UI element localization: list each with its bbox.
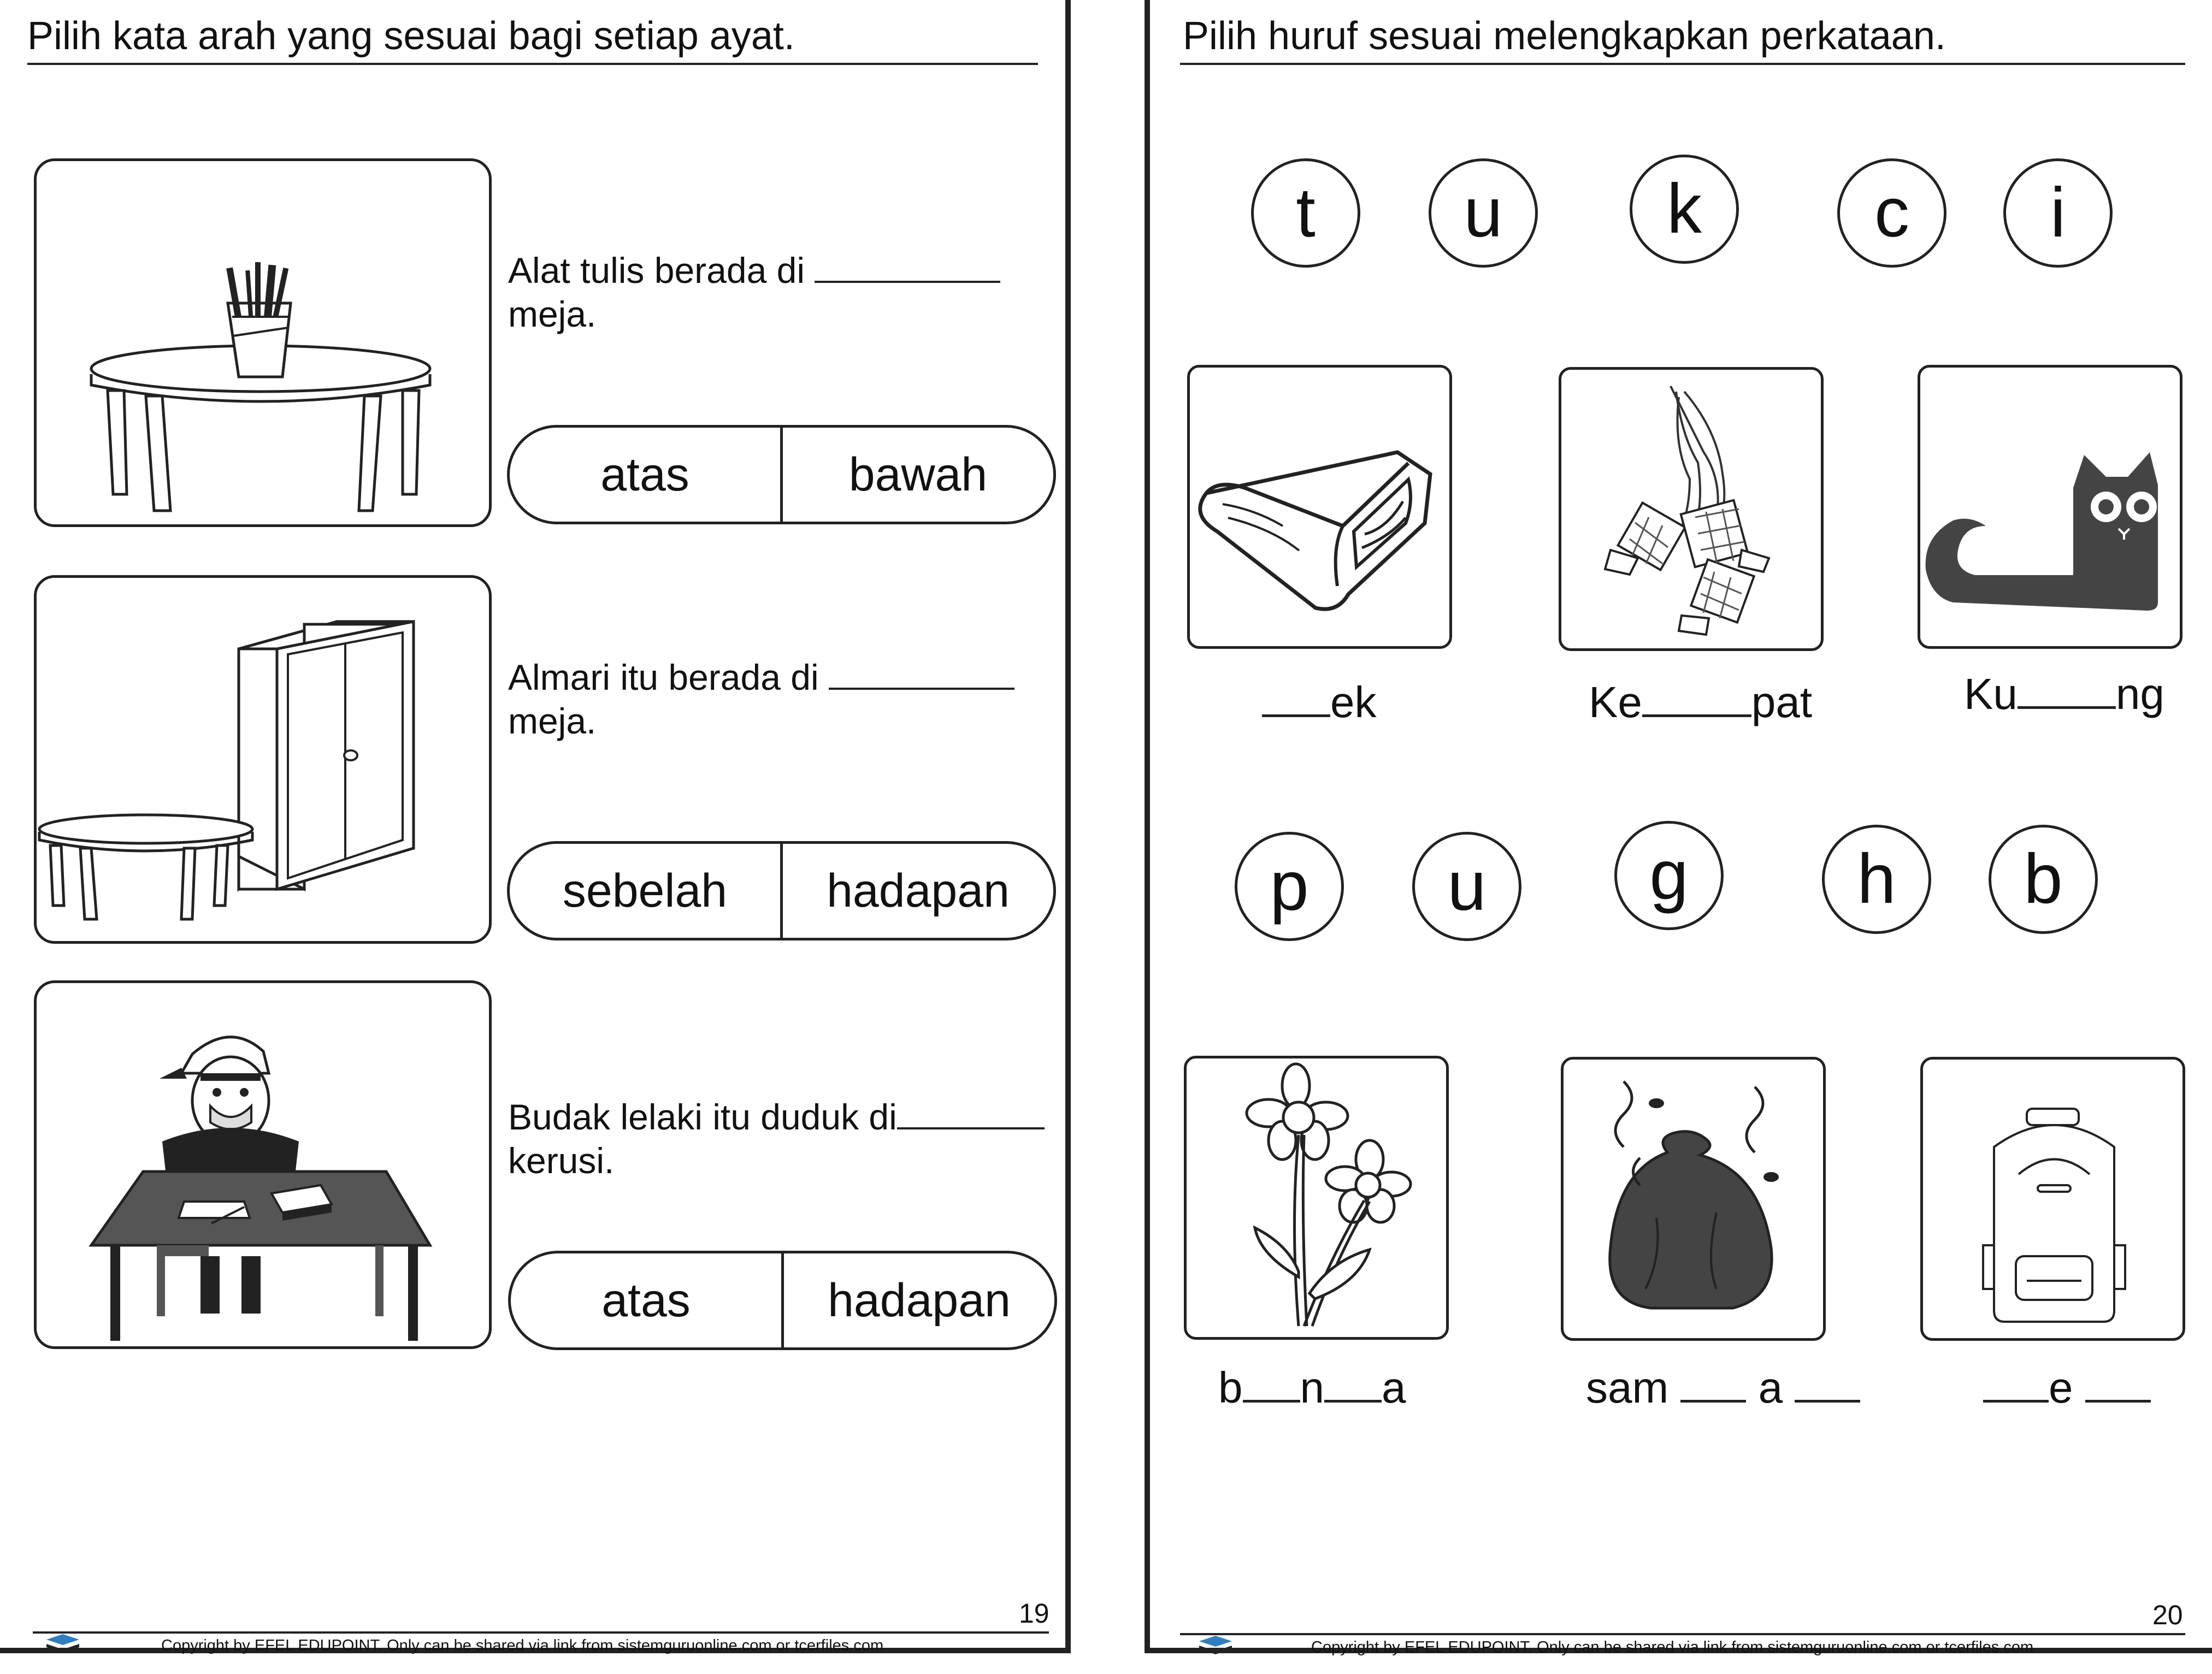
word-blank[interactable] (1680, 1400, 1746, 1403)
answer-blank[interactable] (815, 279, 1000, 283)
efel-logo-icon (44, 1634, 82, 1672)
question-1-options (507, 425, 1056, 524)
word-beg: e (1983, 1363, 2151, 1413)
page-19-instruction: Pilih kata arah yang sesuai bagi setiap ayat. (27, 14, 795, 58)
page-20-instruction: Pilih huruf sesuai melengkapkan perkataan. (1183, 14, 1946, 58)
option-bawah[interactable]: bawah (848, 448, 988, 501)
picture-garbage-bag (1561, 1057, 1826, 1341)
option-atas[interactable]: atas (510, 428, 783, 522)
letter-circle-u[interactable]: u (1412, 832, 1521, 941)
option-atas[interactable]: atas (511, 1253, 784, 1347)
picture-table-and-cupboard (34, 575, 492, 944)
picture-boy-sitting-at-desk (34, 980, 492, 1349)
page-number: 20 (2152, 1600, 2183, 1630)
picture-ketupat (1559, 367, 1824, 651)
word-blank[interactable] (1243, 1400, 1300, 1403)
answer-blank[interactable] (829, 685, 1014, 690)
title-underline (27, 63, 1038, 65)
picture-cat (1918, 365, 2182, 649)
letter-circle-u[interactable]: u (1429, 158, 1538, 268)
word-ketupat: Ke pat (1589, 678, 1813, 726)
page-number: 19 (1019, 1598, 1049, 1629)
word-kucing: Ku ng (1964, 670, 2164, 718)
word-blank[interactable] (1983, 1400, 2049, 1403)
option-hadapan[interactable]: hadapan (827, 864, 1010, 917)
word-blank[interactable] (1642, 714, 1751, 717)
worksheet-page-20 (1145, 0, 2212, 1656)
copyright-text: Copyright by EFEL EDUPOINT. Only can be shared via link from sistemguruonline.com or tcerfiles.com (1311, 1638, 2034, 1656)
option-hadapan[interactable]: hadapan (828, 1274, 1011, 1327)
page-gap (1071, 0, 1145, 1653)
letter-circle-t[interactable]: t (1251, 158, 1360, 268)
question-1-text: Alat tulis berada di meja. (508, 249, 1000, 336)
letter-circle-p[interactable]: p (1235, 832, 1344, 941)
picture-flower (1184, 1056, 1449, 1340)
option-sebelah[interactable]: sebelah (510, 844, 783, 938)
question-2-text: Almari itu berada di meja. (508, 655, 1014, 743)
question-3-text: Budak lelaki itu duduk di kerusi. (508, 1095, 1045, 1182)
word-blank[interactable] (1262, 714, 1330, 717)
picture-backpack (1920, 1057, 2185, 1341)
letter-circle-i[interactable]: i (2003, 158, 2113, 268)
picture-table-with-pencil-cup (34, 158, 492, 527)
word-blank[interactable] (1324, 1400, 1382, 1403)
letter-circle-h[interactable]: h (1822, 825, 1931, 934)
footer-line (33, 1631, 1049, 1634)
picture-cake (1187, 365, 1452, 649)
letter-circle-c[interactable]: c (1837, 158, 1946, 268)
word-blank[interactable] (2018, 706, 2116, 709)
footer-line (1180, 1633, 2185, 1635)
word-kek: ek (1262, 677, 1377, 727)
word-blank[interactable] (1795, 1400, 1860, 1403)
copyright-text: Copyright by EFEL EDUPOINT. Only can be shared via link from sistemguruonline.com or tcerfiles.com (161, 1637, 884, 1654)
letter-circle-k[interactable]: k (1630, 155, 1739, 264)
word-blank[interactable] (2085, 1400, 2151, 1403)
question-3-options (508, 1251, 1057, 1350)
question-2-options (507, 841, 1056, 940)
answer-blank[interactable] (897, 1125, 1045, 1129)
letter-circle-g[interactable]: g (1614, 821, 1724, 930)
efel-logo-icon (1196, 1636, 1235, 1674)
title-underline (1180, 63, 2185, 65)
worksheet-page-19 (0, 0, 1071, 1653)
word-bunga: b n a (1218, 1363, 1406, 1412)
letter-circle-b[interactable]: b (1989, 825, 2098, 934)
word-sampah: sam a (1586, 1363, 1860, 1413)
